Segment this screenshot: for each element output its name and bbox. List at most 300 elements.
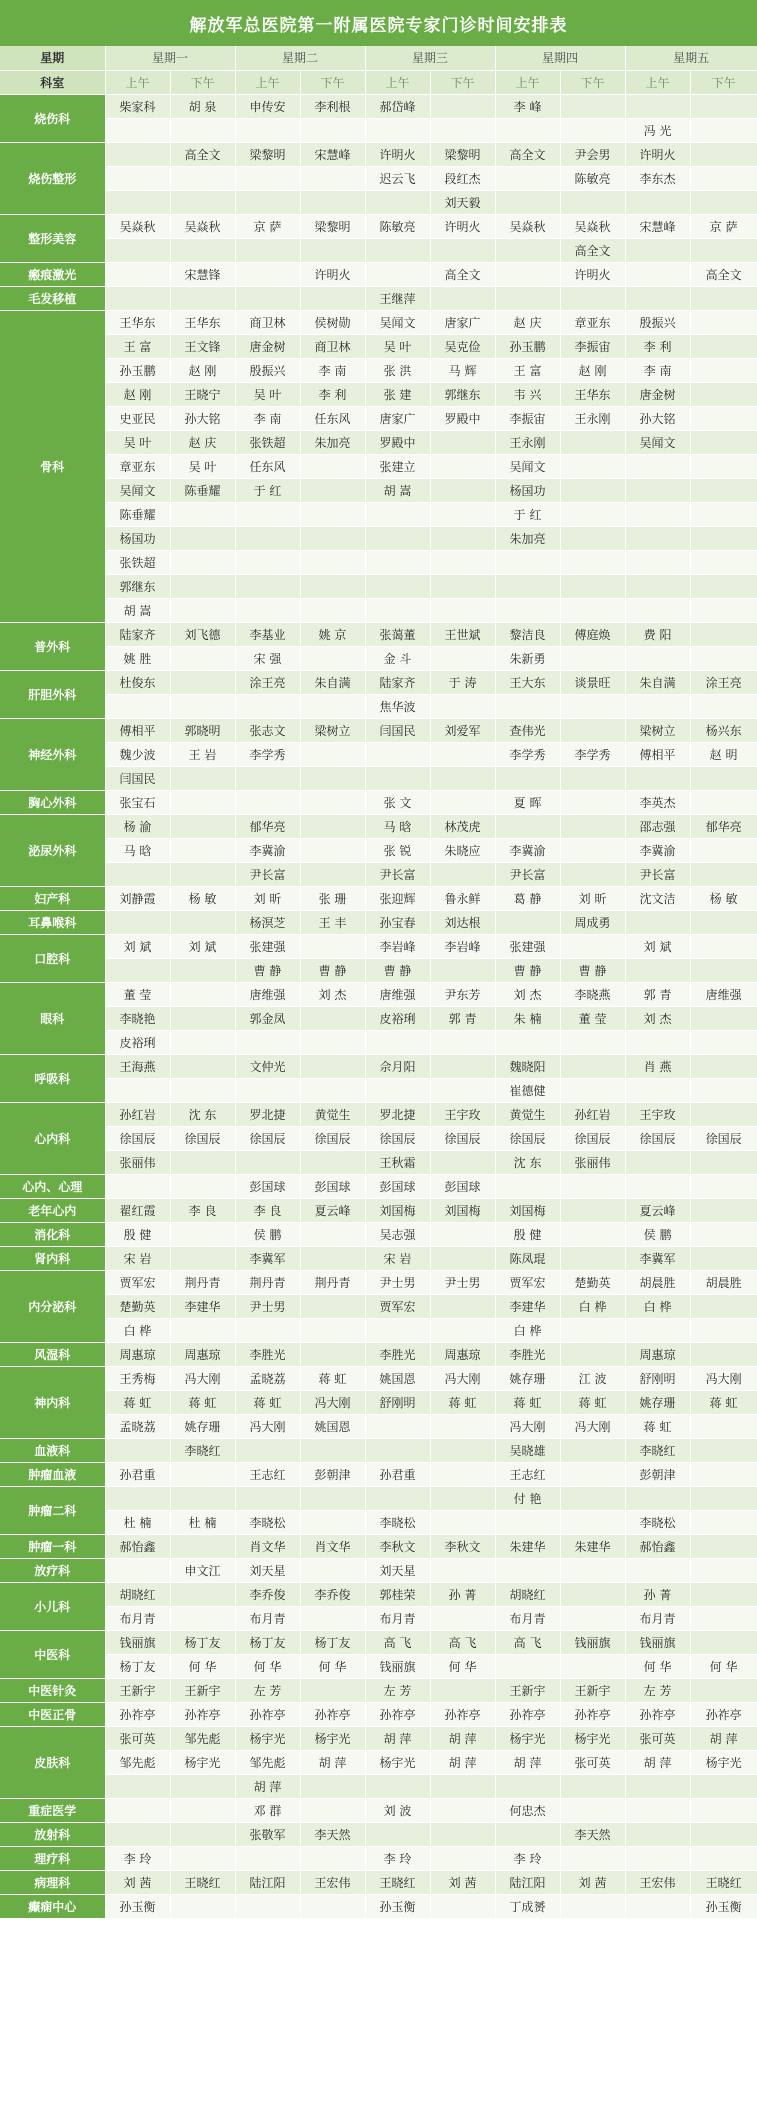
doctor-cell: 任东风	[300, 406, 365, 430]
doctor-cell: 姚 胜	[105, 646, 170, 670]
department-name: 放疗科	[0, 1558, 105, 1582]
doctor-cell	[430, 1894, 495, 1918]
doctor-cell: 迟云飞	[365, 166, 430, 190]
doctor-cell: 李胜光	[365, 1342, 430, 1366]
doctor-cell: 陆江阳	[495, 1870, 560, 1894]
doctor-cell: 肖 燕	[625, 1054, 690, 1078]
doctor-cell: 王新宇	[560, 1678, 625, 1702]
doctor-cell	[170, 910, 235, 934]
doctor-cell	[365, 550, 430, 574]
doctor-cell	[170, 1030, 235, 1054]
department-name: 口腔科	[0, 934, 105, 982]
doctor-cell	[430, 430, 495, 454]
doctor-cell	[625, 1174, 690, 1198]
doctor-cell	[170, 118, 235, 142]
schedule-row	[0, 1006, 757, 1030]
doctor-cell: 王晓红	[690, 1870, 757, 1894]
doctor-cell	[300, 862, 365, 886]
doctor-cell	[105, 1798, 170, 1822]
doctor-cell: 吴 叶	[235, 382, 300, 406]
doctor-cell	[690, 310, 757, 334]
doctor-cell: 何 华	[170, 1654, 235, 1678]
doctor-cell: 陆家齐	[365, 670, 430, 694]
doctor-cell: 冯大刚	[430, 1366, 495, 1390]
doctor-cell	[170, 574, 235, 598]
doctor-cell	[365, 1822, 430, 1846]
schedule-row	[0, 238, 757, 262]
doctor-cell	[560, 790, 625, 814]
doctor-cell: 许明火	[300, 262, 365, 286]
doctor-cell	[365, 526, 430, 550]
doctor-cell	[300, 790, 365, 814]
doctor-cell: 胡 萍	[625, 1750, 690, 1774]
doctor-cell	[430, 1606, 495, 1630]
doctor-cell: 李 南	[235, 406, 300, 430]
doctor-cell: 刘 杰	[495, 982, 560, 1006]
doctor-cell: 商卫林	[235, 310, 300, 334]
schedule-row	[0, 502, 757, 526]
department-name: 毛发移植	[0, 286, 105, 310]
doctor-cell: 张可英	[560, 1750, 625, 1774]
doctor-cell	[300, 814, 365, 838]
doctor-cell: 宋 强	[235, 646, 300, 670]
doctor-cell	[365, 1414, 430, 1438]
doctor-cell	[105, 1078, 170, 1102]
doctor-cell: 孙大铭	[170, 406, 235, 430]
doctor-cell: 何 华	[690, 1654, 757, 1678]
doctor-cell	[690, 502, 757, 526]
doctor-cell	[235, 262, 300, 286]
doctor-cell	[625, 1558, 690, 1582]
schedule-row	[0, 1606, 757, 1630]
doctor-cell: 梁黎明	[300, 214, 365, 238]
doctor-cell: 孙君重	[105, 1462, 170, 1486]
doctor-cell: 闫国民	[105, 766, 170, 790]
doctor-cell: 王华东	[560, 382, 625, 406]
schedule-row	[0, 1846, 757, 1870]
doctor-cell	[300, 526, 365, 550]
doctor-cell	[105, 958, 170, 982]
doctor-cell	[690, 166, 757, 190]
doctor-cell: 何 华	[235, 1654, 300, 1678]
doctor-cell: 布月青	[235, 1606, 300, 1630]
doctor-cell: 沈 东	[170, 1102, 235, 1126]
schedule-row	[0, 334, 757, 358]
doctor-cell: 李乔俊	[235, 1582, 300, 1606]
schedule-row	[0, 190, 757, 214]
doctor-cell: 姚国恩	[365, 1366, 430, 1390]
doctor-cell	[170, 1222, 235, 1246]
doctor-cell	[495, 598, 560, 622]
doctor-cell	[430, 1414, 495, 1438]
doctor-cell: 贾军宏	[365, 1294, 430, 1318]
doctor-cell	[690, 1534, 757, 1558]
schedule-row	[0, 838, 757, 862]
doctor-cell	[235, 502, 300, 526]
schedule-row	[0, 1774, 757, 1798]
doctor-cell	[235, 1438, 300, 1462]
doctor-cell: 章亚东	[105, 454, 170, 478]
doctor-cell: 孙祚亭	[430, 1702, 495, 1726]
schedule-row	[0, 694, 757, 718]
doctor-cell	[300, 1510, 365, 1534]
doctor-cell: 杨宇光	[170, 1750, 235, 1774]
schedule-row	[0, 94, 757, 118]
doctor-cell: 张可英	[105, 1726, 170, 1750]
schedule-row	[0, 598, 757, 622]
doctor-cell: 荆丹青	[235, 1270, 300, 1294]
doctor-cell	[560, 1558, 625, 1582]
doctor-cell: 孙君重	[365, 1462, 430, 1486]
doctor-cell: 蒋 虹	[690, 1390, 757, 1414]
doctor-cell: 王晓宁	[170, 382, 235, 406]
doctor-cell: 王继萍	[365, 286, 430, 310]
doctor-cell: 吴 叶	[365, 334, 430, 358]
doctor-cell: 尹士男	[365, 1270, 430, 1294]
doctor-cell	[690, 358, 757, 382]
doctor-cell: 朱加亮	[300, 430, 365, 454]
doctor-cell	[690, 694, 757, 718]
doctor-cell: 吴闻文	[625, 430, 690, 454]
doctor-cell: 曹 静	[365, 958, 430, 982]
doctor-cell	[495, 262, 560, 286]
doctor-cell: 李振宙	[560, 334, 625, 358]
doctor-cell: 孙玉鹏	[495, 334, 560, 358]
doctor-cell	[495, 1654, 560, 1678]
doctor-cell	[430, 286, 495, 310]
doctor-cell	[495, 238, 560, 262]
doctor-cell: 吴闻文	[105, 478, 170, 502]
doctor-cell	[365, 1030, 430, 1054]
doctor-cell	[560, 1078, 625, 1102]
doctor-cell	[430, 1462, 495, 1486]
doctor-cell	[300, 1054, 365, 1078]
schedule-row	[0, 1750, 757, 1774]
doctor-cell	[690, 958, 757, 982]
doctor-cell: 高全文	[170, 142, 235, 166]
doctor-cell: 李 南	[625, 358, 690, 382]
department-name: 心内科	[0, 1102, 105, 1174]
doctor-cell: 胡晓红	[495, 1582, 560, 1606]
department-name: 老年心内	[0, 1198, 105, 1222]
schedule-row	[0, 550, 757, 574]
doctor-cell: 周惠琼	[170, 1342, 235, 1366]
doctor-cell: 沈文洁	[625, 886, 690, 910]
doctor-cell: 尹士男	[430, 1270, 495, 1294]
doctor-cell	[690, 1414, 757, 1438]
doctor-cell: 邹先彪	[170, 1726, 235, 1750]
doctor-cell: 刘飞德	[170, 622, 235, 646]
doctor-cell: 刘 茜	[105, 1870, 170, 1894]
doctor-cell	[560, 766, 625, 790]
doctor-cell	[365, 598, 430, 622]
doctor-cell: 孙 菁	[430, 1582, 495, 1606]
doctor-cell: 杨宇光	[235, 1726, 300, 1750]
doctor-cell: 李 峰	[495, 94, 560, 118]
doctor-cell	[170, 1822, 235, 1846]
schedule-row	[0, 1558, 757, 1582]
doctor-cell: 京 萨	[690, 214, 757, 238]
doctor-cell	[170, 646, 235, 670]
department-name: 肿瘤二科	[0, 1486, 105, 1534]
doctor-cell	[625, 766, 690, 790]
schedule-row	[0, 286, 757, 310]
schedule-row	[0, 1390, 757, 1414]
doctor-cell: 李天然	[560, 1822, 625, 1846]
doctor-cell: 李晓艳	[105, 1006, 170, 1030]
doctor-cell: 杨兴东	[690, 718, 757, 742]
doctor-cell	[235, 526, 300, 550]
doctor-cell	[300, 238, 365, 262]
doctor-cell: 尹长富	[495, 862, 560, 886]
doctor-cell	[690, 574, 757, 598]
doctor-cell	[690, 1150, 757, 1174]
doctor-cell: 文仲光	[235, 1054, 300, 1078]
schedule-row	[0, 358, 757, 382]
doctor-cell: 王新宇	[495, 1678, 560, 1702]
doctor-cell: 李冀渝	[625, 838, 690, 862]
doctor-cell: 唐金树	[235, 334, 300, 358]
doctor-cell: 王文锋	[170, 334, 235, 358]
doctor-cell	[300, 1318, 365, 1342]
doctor-cell	[560, 526, 625, 550]
doctor-cell: 蒋 虹	[560, 1390, 625, 1414]
doctor-cell	[690, 766, 757, 790]
doctor-cell: 佘月阳	[365, 1054, 430, 1078]
doctor-cell: 刘天毅	[430, 190, 495, 214]
schedule-row	[0, 958, 757, 982]
doctor-cell: 荆丹青	[300, 1270, 365, 1294]
doctor-cell	[690, 598, 757, 622]
doctor-cell: 邵志强	[625, 814, 690, 838]
doctor-cell: 王秋霜	[365, 1150, 430, 1174]
doctor-cell	[560, 550, 625, 574]
doctor-cell: 朱新勇	[495, 646, 560, 670]
doctor-cell: 许明火	[625, 142, 690, 166]
doctor-cell: 李建华	[170, 1294, 235, 1318]
doctor-cell	[560, 1798, 625, 1822]
doctor-cell: 郭继东	[430, 382, 495, 406]
doctor-cell: 孙玉衡	[690, 1894, 757, 1918]
doctor-cell: 何 华	[300, 1654, 365, 1678]
doctor-cell: 王宇玫	[430, 1102, 495, 1126]
doctor-cell: 郭 青	[625, 982, 690, 1006]
doctor-cell	[170, 1894, 235, 1918]
doctor-cell	[300, 286, 365, 310]
doctor-cell	[690, 1318, 757, 1342]
department-name: 耳鼻喉科	[0, 910, 105, 934]
doctor-cell	[170, 1150, 235, 1174]
doctor-cell: 韦 兴	[495, 382, 560, 406]
doctor-cell: 胡 萍	[495, 1750, 560, 1774]
doctor-cell: 孙祚亭	[560, 1702, 625, 1726]
doctor-cell: 李晓松	[365, 1510, 430, 1534]
doctor-cell	[690, 334, 757, 358]
doctor-cell: 胡 泉	[170, 94, 235, 118]
doctor-cell: 尹会男	[560, 142, 625, 166]
doctor-cell: 李晓燕	[560, 982, 625, 1006]
doctor-cell: 于 红	[495, 502, 560, 526]
doctor-cell: 周惠琼	[105, 1342, 170, 1366]
weekday-friday: 星期五	[625, 46, 757, 70]
doctor-cell: 张 文	[365, 790, 430, 814]
department-name: 神内科	[0, 1366, 105, 1438]
doctor-cell: 肖文华	[235, 1534, 300, 1558]
doctor-cell	[430, 742, 495, 766]
schedule-body	[0, 46, 757, 1918]
doctor-cell	[365, 766, 430, 790]
department-name: 整形美容	[0, 214, 105, 262]
doctor-cell	[105, 118, 170, 142]
doctor-cell: 闫国民	[365, 718, 430, 742]
doctor-cell	[625, 478, 690, 502]
doctor-cell: 张 建	[365, 382, 430, 406]
doctor-cell: 葛 静	[495, 886, 560, 910]
doctor-cell: 李利根	[300, 94, 365, 118]
doctor-cell: 于 涛	[430, 670, 495, 694]
doctor-cell: 王永刚	[560, 406, 625, 430]
doctor-cell	[235, 598, 300, 622]
doctor-cell: 吴 叶	[105, 430, 170, 454]
doctor-cell	[170, 814, 235, 838]
doctor-cell: 宋 岩	[105, 1246, 170, 1270]
department-name: 中医科	[0, 1630, 105, 1678]
doctor-cell: 郝怡鑫	[625, 1534, 690, 1558]
doctor-cell	[560, 598, 625, 622]
doctor-cell: 郁华亮	[235, 814, 300, 838]
doctor-cell	[625, 1150, 690, 1174]
doctor-cell	[300, 1078, 365, 1102]
doctor-cell	[560, 1846, 625, 1870]
schedule-row	[0, 1798, 757, 1822]
doctor-cell	[365, 238, 430, 262]
doctor-cell	[690, 118, 757, 142]
doctor-cell	[300, 478, 365, 502]
doctor-cell	[170, 766, 235, 790]
doctor-cell: 李振宙	[495, 406, 560, 430]
doctor-cell: 姚存珊	[625, 1390, 690, 1414]
schedule-row	[0, 1198, 757, 1222]
doctor-cell: 杨宇光	[690, 1750, 757, 1774]
doctor-cell	[690, 838, 757, 862]
doctor-cell	[560, 1054, 625, 1078]
doctor-cell: 曹 静	[495, 958, 560, 982]
doctor-cell: 徐国辰	[105, 1126, 170, 1150]
doctor-cell: 查伟光	[495, 718, 560, 742]
doctor-cell	[170, 838, 235, 862]
doctor-cell: 京 萨	[235, 214, 300, 238]
doctor-cell	[560, 454, 625, 478]
session-pm: 下午	[560, 70, 625, 94]
doctor-cell	[560, 862, 625, 886]
doctor-cell: 朱自满	[300, 670, 365, 694]
doctor-cell	[170, 286, 235, 310]
doctor-cell	[625, 286, 690, 310]
doctor-cell: 于 红	[235, 478, 300, 502]
doctor-cell	[495, 766, 560, 790]
doctor-cell	[170, 1006, 235, 1030]
doctor-cell: 李 南	[300, 358, 365, 382]
doctor-cell: 蒋 虹	[170, 1390, 235, 1414]
doctor-cell	[560, 694, 625, 718]
doctor-cell	[170, 1606, 235, 1630]
doctor-cell: 杨 敏	[170, 886, 235, 910]
department-name: 中医正骨	[0, 1702, 105, 1726]
doctor-cell	[105, 166, 170, 190]
doctor-cell: 李 玲	[105, 1846, 170, 1870]
doctor-cell: 夏云峰	[300, 1198, 365, 1222]
doctor-cell: 何 华	[430, 1654, 495, 1678]
doctor-cell: 彭国球	[365, 1174, 430, 1198]
doctor-cell: 赵 刚	[105, 382, 170, 406]
doctor-cell: 唐家广	[365, 406, 430, 430]
schedule-row	[0, 1294, 757, 1318]
session-pm: 下午	[300, 70, 365, 94]
department-name: 风湿科	[0, 1342, 105, 1366]
doctor-cell	[560, 286, 625, 310]
doctor-cell	[560, 1342, 625, 1366]
doctor-cell	[625, 1318, 690, 1342]
doctor-cell: 白 桦	[625, 1294, 690, 1318]
doctor-cell	[560, 1318, 625, 1342]
doctor-cell: 徐国辰	[625, 1126, 690, 1150]
schedule-row	[0, 1654, 757, 1678]
doctor-cell	[625, 910, 690, 934]
doctor-cell	[625, 94, 690, 118]
doctor-cell: 孙大铭	[625, 406, 690, 430]
doctor-cell: 李 良	[170, 1198, 235, 1222]
doctor-cell	[625, 646, 690, 670]
doctor-cell	[235, 574, 300, 598]
doctor-cell	[430, 454, 495, 478]
schedule-row	[0, 1510, 757, 1534]
doctor-cell: 李晓红	[170, 1438, 235, 1462]
doctor-cell: 姚 京	[300, 622, 365, 646]
doctor-cell: 刘国梅	[365, 1198, 430, 1222]
doctor-cell: 陈凤琨	[495, 1246, 560, 1270]
doctor-cell	[365, 742, 430, 766]
schedule-row	[0, 478, 757, 502]
doctor-cell: 张蔼董	[365, 622, 430, 646]
doctor-cell: 刘 杰	[625, 1006, 690, 1030]
doctor-cell	[625, 526, 690, 550]
doctor-cell	[690, 142, 757, 166]
schedule-row	[0, 142, 757, 166]
doctor-cell	[300, 1150, 365, 1174]
doctor-cell: 费 阳	[625, 622, 690, 646]
doctor-cell	[300, 1438, 365, 1462]
schedule-table	[0, 46, 757, 1919]
doctor-cell	[235, 286, 300, 310]
doctor-cell: 舒刚明	[365, 1390, 430, 1414]
department-name: 骨科	[0, 310, 105, 622]
doctor-cell: 李岩峰	[430, 934, 495, 958]
doctor-cell: 杨国功	[495, 478, 560, 502]
doctor-cell: 许明火	[430, 214, 495, 238]
doctor-cell: 钱丽旗	[625, 1630, 690, 1654]
schedule-row	[0, 1582, 757, 1606]
doctor-cell	[430, 1798, 495, 1822]
doctor-cell: 李晓松	[625, 1510, 690, 1534]
doctor-cell: 赵 明	[690, 742, 757, 766]
doctor-cell	[235, 1894, 300, 1918]
doctor-cell: 郭桂荣	[365, 1582, 430, 1606]
doctor-cell	[105, 862, 170, 886]
doctor-cell	[170, 670, 235, 694]
doctor-cell	[690, 1006, 757, 1030]
doctor-cell: 涂王亮	[235, 670, 300, 694]
doctor-cell	[430, 1246, 495, 1270]
